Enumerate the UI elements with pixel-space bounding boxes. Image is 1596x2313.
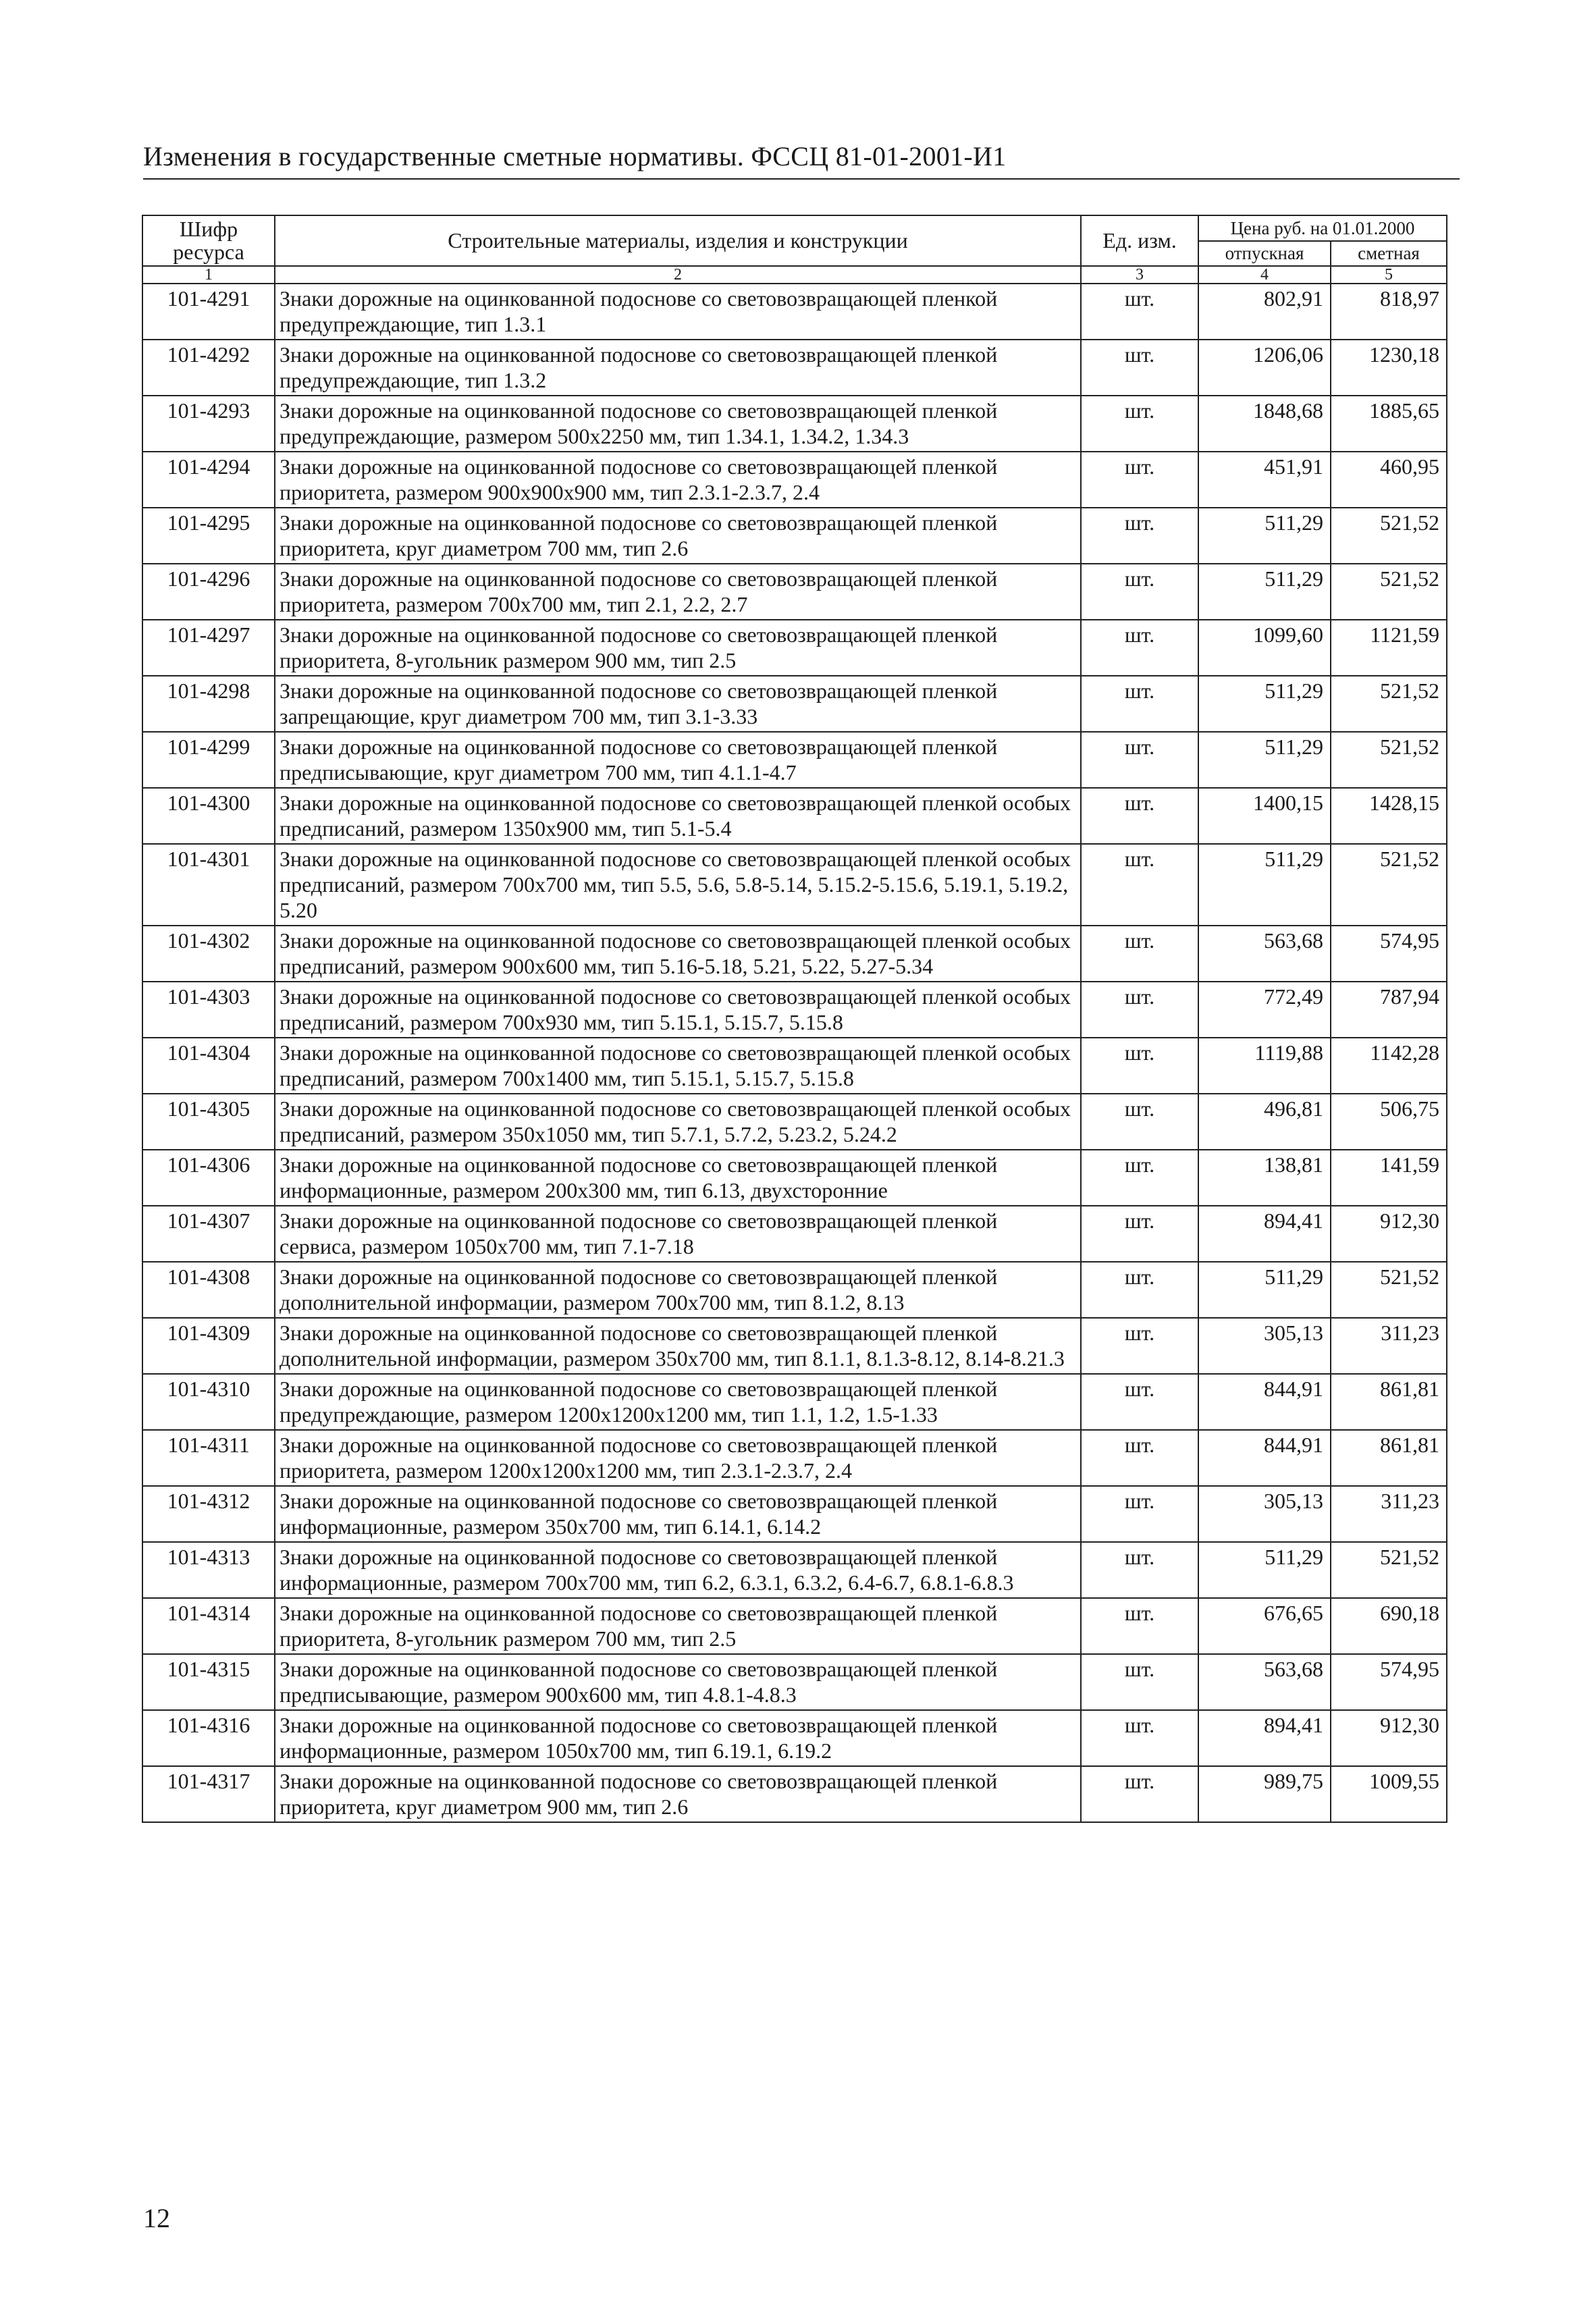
table-row [142, 1262, 1447, 1318]
release-price-cell: 1400,15 [1198, 788, 1331, 844]
resource-code-cell: 101-4301 [142, 844, 275, 926]
release-price-cell: 772,49 [1198, 982, 1331, 1038]
material-name-cell: Знаки дорожные на оцинкованной подоснове со световозвращающей пленкой предупреждающие, тип 1.3.1 [275, 284, 1081, 340]
estimate-price-cell: 912,30 [1331, 1710, 1447, 1766]
estimate-price-cell: 1121,59 [1331, 620, 1447, 676]
release-price-cell: 844,91 [1198, 1430, 1331, 1486]
table-row [142, 284, 1447, 340]
resource-code-cell: 101-4299 [142, 732, 275, 788]
estimate-price-cell: 311,23 [1331, 1318, 1447, 1374]
unit-cell: шт. [1081, 396, 1198, 452]
estimate-price-cell: 1885,65 [1331, 396, 1447, 452]
resource-code-cell: 101-4312 [142, 1486, 275, 1542]
table-row [142, 676, 1447, 732]
unit-cell: шт. [1081, 982, 1198, 1038]
release-price-cell: 844,91 [1198, 1374, 1331, 1430]
resource-code-cell: 101-4308 [142, 1262, 275, 1318]
estimate-price-cell: 506,75 [1331, 1094, 1447, 1150]
column-number: 2 [275, 266, 1081, 284]
resource-code-cell: 101-4311 [142, 1430, 275, 1486]
price-table [142, 215, 1447, 1823]
unit-cell: шт. [1081, 1486, 1198, 1542]
material-name-cell: Знаки дорожные на оцинкованной подоснове со световозвращающей пленкой особых предписаний, размером 350x1050 мм, тип 5.7.1, 5.7.2, 5.23.2, 5.24.2 [275, 1094, 1081, 1150]
estimate-price-cell: 521,52 [1331, 732, 1447, 788]
table-row [142, 620, 1447, 676]
estimate-price-cell: 574,95 [1331, 926, 1447, 982]
page-number: 12 [143, 2203, 170, 2233]
estimate-price-cell: 521,52 [1331, 564, 1447, 620]
unit-cell: шт. [1081, 1318, 1198, 1374]
estimate-price-cell: 861,81 [1331, 1374, 1447, 1430]
material-name-cell: Знаки дорожные на оцинкованной подоснове со световозвращающей пленкой дополнительной информации, размером 350x700 мм, тип 8.1.1, 8.1.3-8.12, 8.14-8.21.3 [275, 1318, 1081, 1374]
estimate-price-cell: 574,95 [1331, 1654, 1447, 1710]
resource-code-cell: 101-4304 [142, 1038, 275, 1094]
estimate-price-cell: 521,52 [1331, 508, 1447, 564]
material-name-cell: Знаки дорожные на оцинкованной подоснове со световозвращающей пленкой информационные, размером 350x700 мм, тип 6.14.1, 6.14.2 [275, 1486, 1081, 1542]
material-name-cell: Знаки дорожные на оцинкованной подоснове со световозвращающей пленкой особых предписаний, размером 1350x900 мм, тип 5.1-5.4 [275, 788, 1081, 844]
column-number: 3 [1081, 266, 1198, 284]
resource-code-cell: 101-4309 [142, 1318, 275, 1374]
unit-cell: шт. [1081, 508, 1198, 564]
release-price-cell: 511,29 [1198, 676, 1331, 732]
material-name-cell: Знаки дорожные на оцинкованной подоснове со световозвращающей пленкой предписывающие, круг диаметром 700 мм, тип 4.1.1-4.7 [275, 732, 1081, 788]
material-name-cell: Знаки дорожные на оцинкованной подоснове со световозвращающей пленкой приоритета, круг диаметром 700 мм, тип 2.6 [275, 508, 1081, 564]
release-price-cell: 511,29 [1198, 1542, 1331, 1598]
unit-cell: шт. [1081, 1654, 1198, 1710]
release-price-cell: 563,68 [1198, 1654, 1331, 1710]
resource-code-cell: 101-4303 [142, 982, 275, 1038]
unit-cell: шт. [1081, 732, 1198, 788]
material-name-cell: Знаки дорожные на оцинкованной подоснове со световозвращающей пленкой предупреждающие, тип 1.3.2 [275, 340, 1081, 396]
estimate-price-cell: 818,97 [1331, 284, 1447, 340]
material-name-cell: Знаки дорожные на оцинкованной подоснове со световозвращающей пленкой приоритета, размером 700x700 мм, тип 2.1, 2.2, 2.7 [275, 564, 1081, 620]
resource-code-cell: 101-4297 [142, 620, 275, 676]
material-name-cell: Знаки дорожные на оцинкованной подоснове со световозвращающей пленкой информационные, размером 200x300 мм, тип 6.13, двухсторонние [275, 1150, 1081, 1206]
resource-code-cell: 101-4294 [142, 452, 275, 508]
material-name-cell: Знаки дорожные на оцинкованной подоснове со световозвращающей пленкой сервиса, размером 1050x700 мм, тип 7.1-7.18 [275, 1206, 1081, 1262]
release-price-cell: 563,68 [1198, 926, 1331, 982]
release-price-cell: 802,91 [1198, 284, 1331, 340]
material-name-cell: Знаки дорожные на оцинкованной подоснове со световозвращающей пленкой дополнительной информации, размером 700x700 мм, тип 8.1.2, 8.13 [275, 1262, 1081, 1318]
table-row [142, 1654, 1447, 1710]
estimate-price-cell: 521,52 [1331, 1542, 1447, 1598]
release-price-cell: 511,29 [1198, 564, 1331, 620]
resource-code-cell: 101-4298 [142, 676, 275, 732]
estimate-price-cell: 521,52 [1331, 1262, 1447, 1318]
release-price-cell: 511,29 [1198, 732, 1331, 788]
header-unit: Ед. изм. [1081, 215, 1198, 266]
table-row [142, 732, 1447, 788]
estimate-price-cell: 861,81 [1331, 1430, 1447, 1486]
header-rule [143, 178, 1460, 180]
material-name-cell: Знаки дорожные на оцинкованной подоснове со световозвращающей пленкой информационные, размером 700x700 мм, тип 6.2, 6.3.1, 6.3.2, 6.4-6.7, 6.8.1-6.8.3 [275, 1542, 1081, 1598]
resource-code-cell: 101-4291 [142, 284, 275, 340]
estimate-price-cell: 521,52 [1331, 844, 1447, 926]
material-name-cell: Знаки дорожные на оцинкованной подоснове со световозвращающей пленкой особых предписаний, размером 900x600 мм, тип 5.16-5.18, 5.21, 5.22, 5.27-5.34 [275, 926, 1081, 982]
estimate-price-cell: 460,95 [1331, 452, 1447, 508]
unit-cell: шт. [1081, 564, 1198, 620]
table-row [142, 982, 1447, 1038]
resource-code-cell: 101-4305 [142, 1094, 275, 1150]
unit-cell: шт. [1081, 1150, 1198, 1206]
release-price-cell: 305,13 [1198, 1318, 1331, 1374]
header-code: Шифр ресурса [142, 215, 275, 266]
release-price-cell: 989,75 [1198, 1766, 1331, 1822]
resource-code-cell: 101-4313 [142, 1542, 275, 1598]
header-price-release: отпускная [1198, 241, 1331, 267]
material-name-cell: Знаки дорожные на оцинкованной подоснове со световозвращающей пленкой приоритета, размером 1200x1200x1200 мм, тип 2.3.1-2.3.7, 2.4 [275, 1430, 1081, 1486]
resource-code-cell: 101-4293 [142, 396, 275, 452]
unit-cell: шт. [1081, 844, 1198, 926]
table-row [142, 926, 1447, 982]
resource-code-cell: 101-4310 [142, 1374, 275, 1430]
material-name-cell: Знаки дорожные на оцинкованной подоснове со световозвращающей пленкой особых предписаний, размером 700x1400 мм, тип 5.15.1, 5.15.7, 5.15.8 [275, 1038, 1081, 1094]
release-price-cell: 894,41 [1198, 1206, 1331, 1262]
release-price-cell: 894,41 [1198, 1710, 1331, 1766]
release-price-cell: 1848,68 [1198, 396, 1331, 452]
unit-cell: шт. [1081, 284, 1198, 340]
release-price-cell: 1099,60 [1198, 620, 1331, 676]
table-row [142, 340, 1447, 396]
column-number-row [142, 266, 1447, 284]
column-number: 4 [1198, 266, 1331, 284]
estimate-price-cell: 1142,28 [1331, 1038, 1447, 1094]
table-row [142, 844, 1447, 926]
estimate-price-cell: 141,59 [1331, 1150, 1447, 1206]
column-number: 1 [142, 266, 275, 284]
unit-cell: шт. [1081, 1206, 1198, 1262]
material-name-cell: Знаки дорожные на оцинкованной подоснове со световозвращающей пленкой предупреждающие, размером 1200x1200x1200 мм, тип 1.1, 1.2, 1.5-1.33 [275, 1374, 1081, 1430]
table-row [142, 1486, 1447, 1542]
resource-code-cell: 101-4306 [142, 1150, 275, 1206]
estimate-price-cell: 1230,18 [1331, 340, 1447, 396]
unit-cell: шт. [1081, 788, 1198, 844]
unit-cell: шт. [1081, 1262, 1198, 1318]
header-name: Строительные материалы, изделия и конструкции [275, 215, 1081, 266]
resource-code-cell: 101-4315 [142, 1654, 275, 1710]
unit-cell: шт. [1081, 1374, 1198, 1430]
unit-cell: шт. [1081, 1766, 1198, 1822]
resource-code-cell: 101-4295 [142, 508, 275, 564]
estimate-price-cell: 1428,15 [1331, 788, 1447, 844]
material-name-cell: Знаки дорожные на оцинкованной подоснове со световозвращающей пленкой информационные, размером 1050x700 мм, тип 6.19.1, 6.19.2 [275, 1710, 1081, 1766]
release-price-cell: 138,81 [1198, 1150, 1331, 1206]
table-row [142, 1206, 1447, 1262]
table-row [142, 1374, 1447, 1430]
column-number: 5 [1331, 266, 1447, 284]
release-price-cell: 511,29 [1198, 844, 1331, 926]
table-row [142, 1150, 1447, 1206]
release-price-cell: 511,29 [1198, 1262, 1331, 1318]
material-name-cell: Знаки дорожные на оцинкованной подоснове со световозвращающей пленкой особых предписаний, размером 700x700 мм, тип 5.5, 5.6, 5.8-5.14, 5.15.2-5.15.6, 5.19.1, 5.19.2, 5.20 [275, 844, 1081, 926]
release-price-cell: 1119,88 [1198, 1038, 1331, 1094]
table-row [142, 1542, 1447, 1598]
release-price-cell: 1206,06 [1198, 340, 1331, 396]
unit-cell: шт. [1081, 620, 1198, 676]
table-row [142, 1038, 1447, 1094]
header-price-estimate: сметная [1331, 241, 1447, 267]
unit-cell: шт. [1081, 676, 1198, 732]
material-name-cell: Знаки дорожные на оцинкованной подоснове со световозвращающей пленкой предупреждающие, размером 500x2250 мм, тип 1.34.1, 1.34.2, 1.34.3 [275, 396, 1081, 452]
release-price-cell: 676,65 [1198, 1598, 1331, 1654]
header-price-group: Цена руб. на 01.01.2000 [1198, 215, 1447, 241]
resource-code-cell: 101-4296 [142, 564, 275, 620]
table-row [142, 1094, 1447, 1150]
estimate-price-cell: 311,23 [1331, 1486, 1447, 1542]
table-row [142, 1430, 1447, 1486]
release-price-cell: 305,13 [1198, 1486, 1331, 1542]
unit-cell: шт. [1081, 1710, 1198, 1766]
unit-cell: шт. [1081, 1038, 1198, 1094]
unit-cell: шт. [1081, 1430, 1198, 1486]
material-name-cell: Знаки дорожные на оцинкованной подоснове со световозвращающей пленкой предписывающие, размером 900x600 мм, тип 4.8.1-4.8.3 [275, 1654, 1081, 1710]
table-row [142, 788, 1447, 844]
material-name-cell: Знаки дорожные на оцинкованной подоснове со световозвращающей пленкой приоритета, 8-угольник размером 700 мм, тип 2.5 [275, 1598, 1081, 1654]
material-name-cell: Знаки дорожные на оцинкованной подоснове со световозвращающей пленкой приоритета, размером 900x900x900 мм, тип 2.3.1-2.3.7, 2.4 [275, 452, 1081, 508]
document-header: Изменения в государственные сметные нормативы. ФССЦ 81-01-2001-И1 [143, 141, 1007, 171]
table-row [142, 1318, 1447, 1374]
resource-code-cell: 101-4317 [142, 1766, 275, 1822]
resource-code-cell: 101-4292 [142, 340, 275, 396]
resource-code-cell: 101-4316 [142, 1710, 275, 1766]
estimate-price-cell: 690,18 [1331, 1598, 1447, 1654]
material-name-cell: Знаки дорожные на оцинкованной подоснове со световозвращающей пленкой приоритета, круг диаметром 900 мм, тип 2.6 [275, 1766, 1081, 1822]
unit-cell: шт. [1081, 926, 1198, 982]
table-row [142, 1598, 1447, 1654]
unit-cell: шт. [1081, 1542, 1198, 1598]
estimate-price-cell: 521,52 [1331, 676, 1447, 732]
material-name-cell: Знаки дорожные на оцинкованной подоснове со световозвращающей пленкой приоритета, 8-угольник размером 900 мм, тип 2.5 [275, 620, 1081, 676]
unit-cell: шт. [1081, 1094, 1198, 1150]
table-row [142, 508, 1447, 564]
unit-cell: шт. [1081, 340, 1198, 396]
estimate-price-cell: 912,30 [1331, 1206, 1447, 1262]
table-row [142, 1710, 1447, 1766]
release-price-cell: 511,29 [1198, 508, 1331, 564]
table-row [142, 564, 1447, 620]
release-price-cell: 496,81 [1198, 1094, 1331, 1150]
estimate-price-cell: 787,94 [1331, 982, 1447, 1038]
estimate-price-cell: 1009,55 [1331, 1766, 1447, 1822]
table-row [142, 452, 1447, 508]
unit-cell: шт. [1081, 452, 1198, 508]
resource-code-cell: 101-4307 [142, 1206, 275, 1262]
resource-code-cell: 101-4302 [142, 926, 275, 982]
table-row [142, 396, 1447, 452]
resource-code-cell: 101-4314 [142, 1598, 275, 1654]
release-price-cell: 451,91 [1198, 452, 1331, 508]
material-name-cell: Знаки дорожные на оцинкованной подоснове со световозвращающей пленкой запрещающие, круг диаметром 700 мм, тип 3.1-3.33 [275, 676, 1081, 732]
table-row [142, 1766, 1447, 1822]
material-name-cell: Знаки дорожные на оцинкованной подоснове со световозвращающей пленкой особых предписаний, размером 700x930 мм, тип 5.15.1, 5.15.7, 5.15.8 [275, 982, 1081, 1038]
unit-cell: шт. [1081, 1598, 1198, 1654]
resource-code-cell: 101-4300 [142, 788, 275, 844]
